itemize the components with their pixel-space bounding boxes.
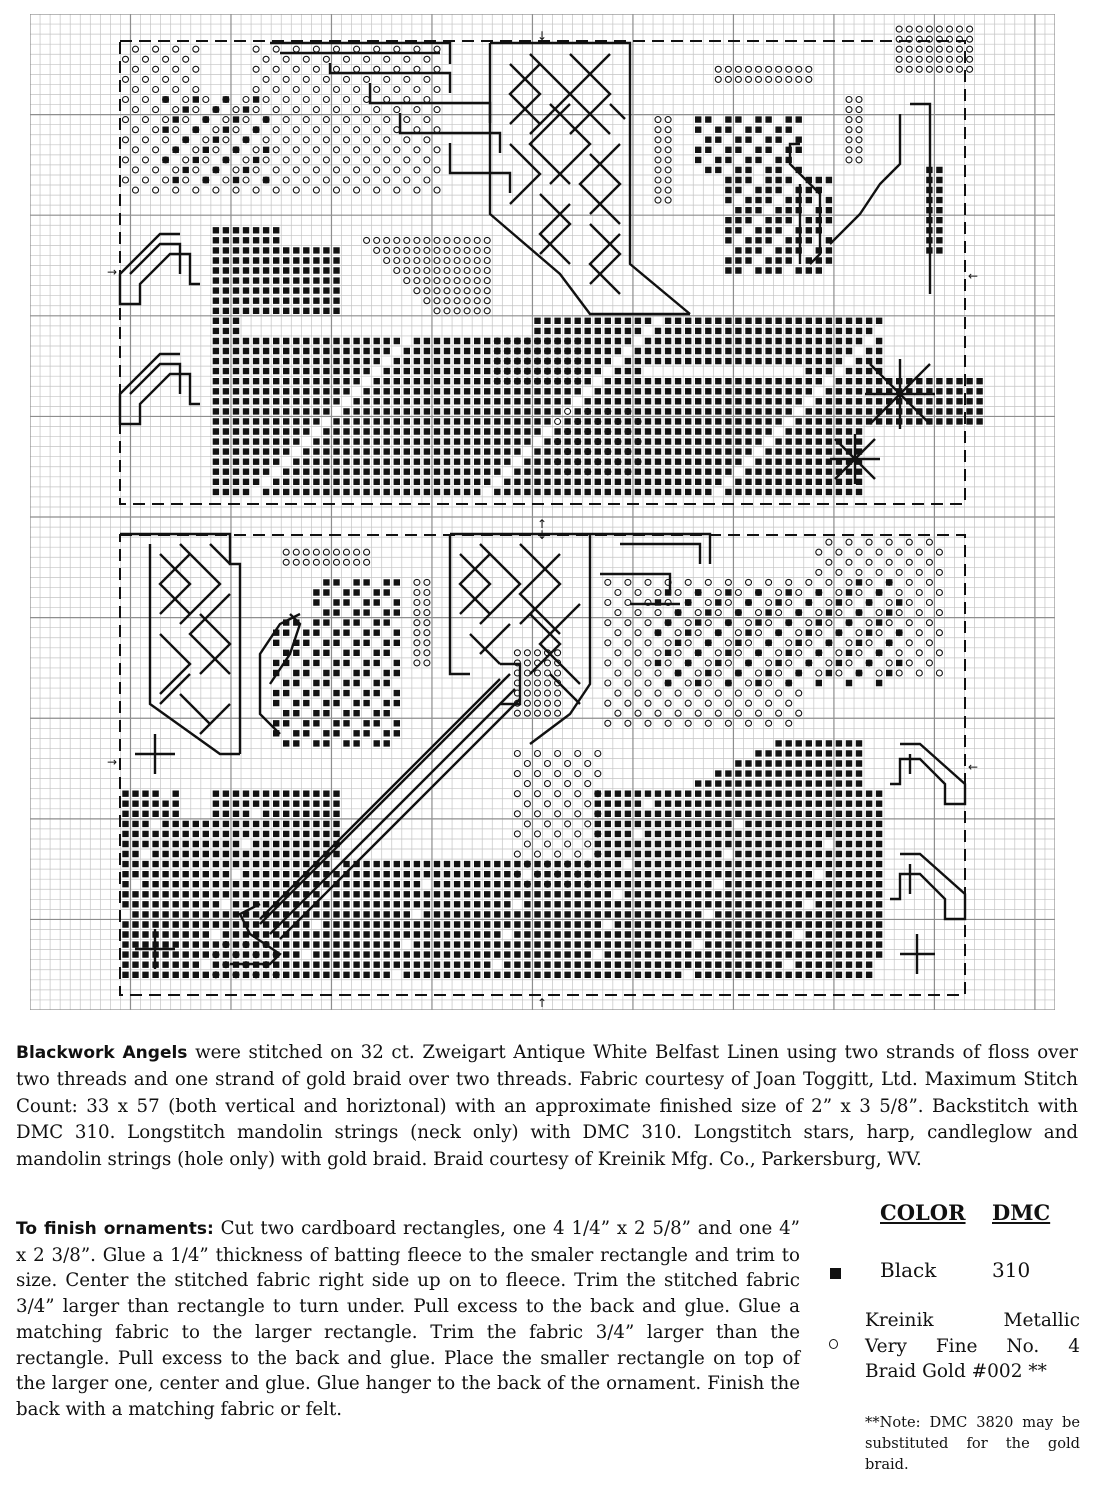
center-arrow-right-icon: → (106, 755, 118, 769)
center-arrow-left-icon: ← (967, 760, 979, 774)
key-braid-description (865, 1308, 1080, 1385)
cross-stitch-chart (30, 14, 1055, 1010)
key-color-name: Black (880, 1258, 937, 1282)
minor-grid-lines (30, 14, 1055, 1010)
design-description-text: were stitched on 32 ct. Zweigart Antique White Belfast Linen using two strands of floss over two threads and one strand of gold braid over two threads. Fabric courtesy of Joan Toggitt, Ltd. Maximum Stitch Count: 33 x 57 (both vertical and horiztonal) with an approximate finished size of 2” x 3 5/8”. Backstitch with DMC 310. Longstitch mandolin strings (neck only) with DMC 310. Longstitch stars, harp, candleglow and mandolin strings (hole only) with gold braid. Braid courtesy of Kreinik Mfg. Co., Parkersburg, WV. (16, 1042, 1078, 1171)
key-braid-line: Kreinik Metallic (865, 1310, 1080, 1331)
key-dmc-number: 310 (992, 1258, 1031, 1282)
design-description (16, 1040, 1078, 1174)
open-circle-symbol-icon (829, 1339, 838, 1349)
color-key (820, 1200, 1085, 1480)
finishing-instructions (16, 1216, 800, 1423)
key-braid-line: Braid Gold #002 ** (865, 1361, 1047, 1382)
center-arrow-down-icon: ↓ (536, 29, 548, 43)
black-square-symbol-icon (830, 1268, 841, 1279)
key-header-dmc: DMC (992, 1200, 1051, 1225)
substitution-note: **Note: DMC 3820 may be substituted for the gold braid. (865, 1414, 1080, 1473)
center-arrow-up-icon: ↑ (536, 996, 548, 1010)
angel2-feet (890, 744, 965, 919)
angel2-wing-feathers (450, 534, 710, 604)
center-arrow-left-icon: ← (967, 269, 979, 283)
design-title: Blackwork Angels (16, 1043, 188, 1063)
key-header-color: COLOR (880, 1200, 966, 1225)
angel1-wing-lattice (490, 43, 690, 314)
center-arrow-down-icon: ↓ (536, 528, 548, 542)
center-arrow-up-icon: ↑ (536, 517, 548, 531)
gold-circle-stitches (123, 26, 973, 978)
chart-grid (30, 14, 1055, 1010)
finishing-text: Cut two cardboard rectangles, one 4 1/4” x 2 5/8” and one 4” x 2 3/8”. Glue a 1/4” thickness of batting fleece to the smaler rectangle and trim to size. Center the stitched fabric right side up on to fleece. Trim the stitched fabric 3/4” larger than rectangle to turn under. Pull excess to the back and glue. Glue a matching fabric to the larger rectangle. Trim the fabric 3/4” larger than the rectangle. Pull excess to the back and glue. Place the smaller rectangle on top of the larger one, center and glue. Glue hanger to the back of the ornament. Finish the back with a matching fabric or felt. (16, 1218, 800, 1420)
finishing-title: To finish ornaments: (16, 1219, 214, 1239)
center-arrow-right-icon: → (106, 265, 118, 279)
key-braid-line: Very Fine No. 4 (865, 1335, 1080, 1357)
angel1-feet (120, 234, 200, 424)
